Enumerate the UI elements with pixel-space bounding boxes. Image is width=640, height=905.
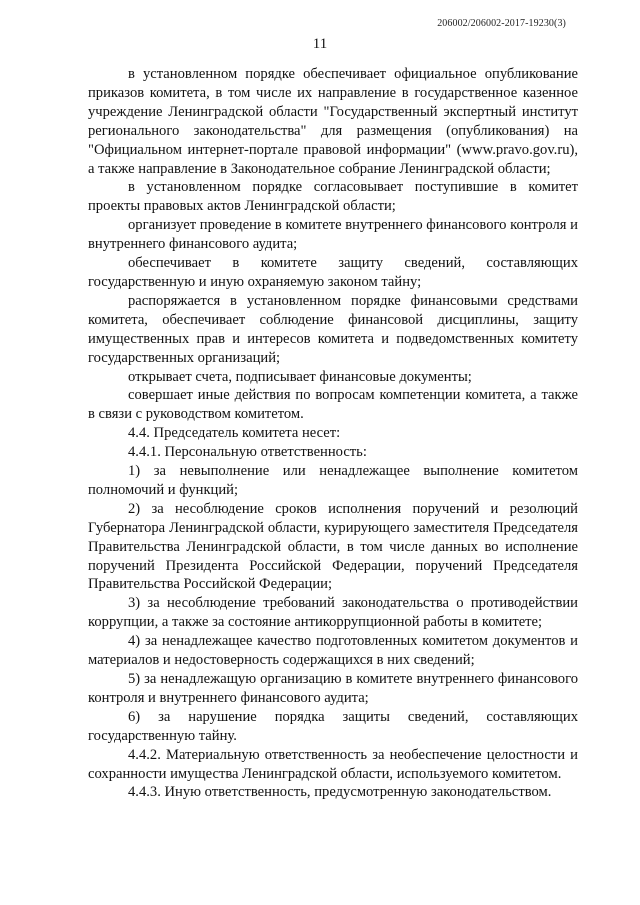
- list-item-1: 1) за невыполнение или ненадлежащее выполнение комитетом полномочий и функций;: [88, 463, 578, 498]
- paragraph-other-actions: совершает иные действия по вопросам компетенции комитета, а также в связи с руководством комитетом.: [88, 387, 578, 423]
- list-item-5: 5) за ненадлежащую организацию в комитете внутреннего финансового контроля и внутреннего финансового аудита;: [88, 671, 578, 706]
- section-4-4-3: 4.4.3. Иную ответственность, предусмотренную законодательством.: [128, 784, 552, 801]
- paragraph-financial-control: организует проведение в комитете внутреннего финансового контроля и внутреннего финансового аудита;: [88, 217, 578, 253]
- paragraph-publication: в установленном порядке обеспечивает официальное опубликование приказов комитета, в том числе их направление в государственное казенное учреждение Ленинградской области "Государственный экспертный институт регионального законодательства" для размещения (опубликования) на "Официальном интернет-портале правовой информации" (www.pravo.gov.ru), а также направление в Законодательное собрание Ленинградской области;: [88, 66, 578, 177]
- list-item-6: 6) за нарушение порядка защиты сведений, составляющих государственную тайну.: [88, 708, 578, 744]
- section-4-4-2: 4.4.2. Материальную ответственность за необеспечение целостности и сохранности имущества Ленинградской области, используемого комитетом.: [88, 746, 578, 782]
- section-4-4-1-heading: 4.4.1. Персональную ответственность:: [128, 444, 367, 461]
- paragraph-accounts: открывает счета, подписывает финансовые документы;: [128, 368, 472, 385]
- list-item-4: 4) за ненадлежащее качество подготовленных комитетом документов и материалов и недостоверность содержащихся в них сведений;: [88, 633, 578, 669]
- list-item-2: 2) за несоблюдение сроков исполнения поручений и резолюций Губернатора Ленинградской области, курирующего заместителя Председателя Правительства Ленинградской области, в том числе данных во исполнение поручений Президента Российской Федерации, поручений Председателя Правительства Российской Федерации;: [88, 500, 578, 593]
- paragraph-finances: распоряжается в установленном порядке финансовыми средствами комитета, обеспечивает соблюдение финансовой дисциплины, защиту имущественных прав и интересов комитета и подведомственных комитету государственных организаций;: [88, 292, 578, 366]
- page-number: 11: [312, 36, 328, 52]
- section-4-4-heading: 4.4. Председатель комитета несет:: [128, 425, 341, 442]
- document-body: [88, 65, 578, 802]
- paragraph-legal-acts: в установленном порядке согласовывает поступившие в комитет проекты правовых актов Ленинградской области;: [88, 179, 578, 215]
- document-code: 206002/206002-2017-19230(3): [437, 18, 566, 29]
- paragraph-secret-protection: обеспечивает в комитете защиту сведений, составляющих государственную и иную охраняемую законом тайну;: [88, 255, 578, 290]
- list-item-3: 3) за несоблюдение требований законодательства о противодействии коррупции, а также за состояние антикоррупционной работы в комитете;: [88, 595, 578, 631]
